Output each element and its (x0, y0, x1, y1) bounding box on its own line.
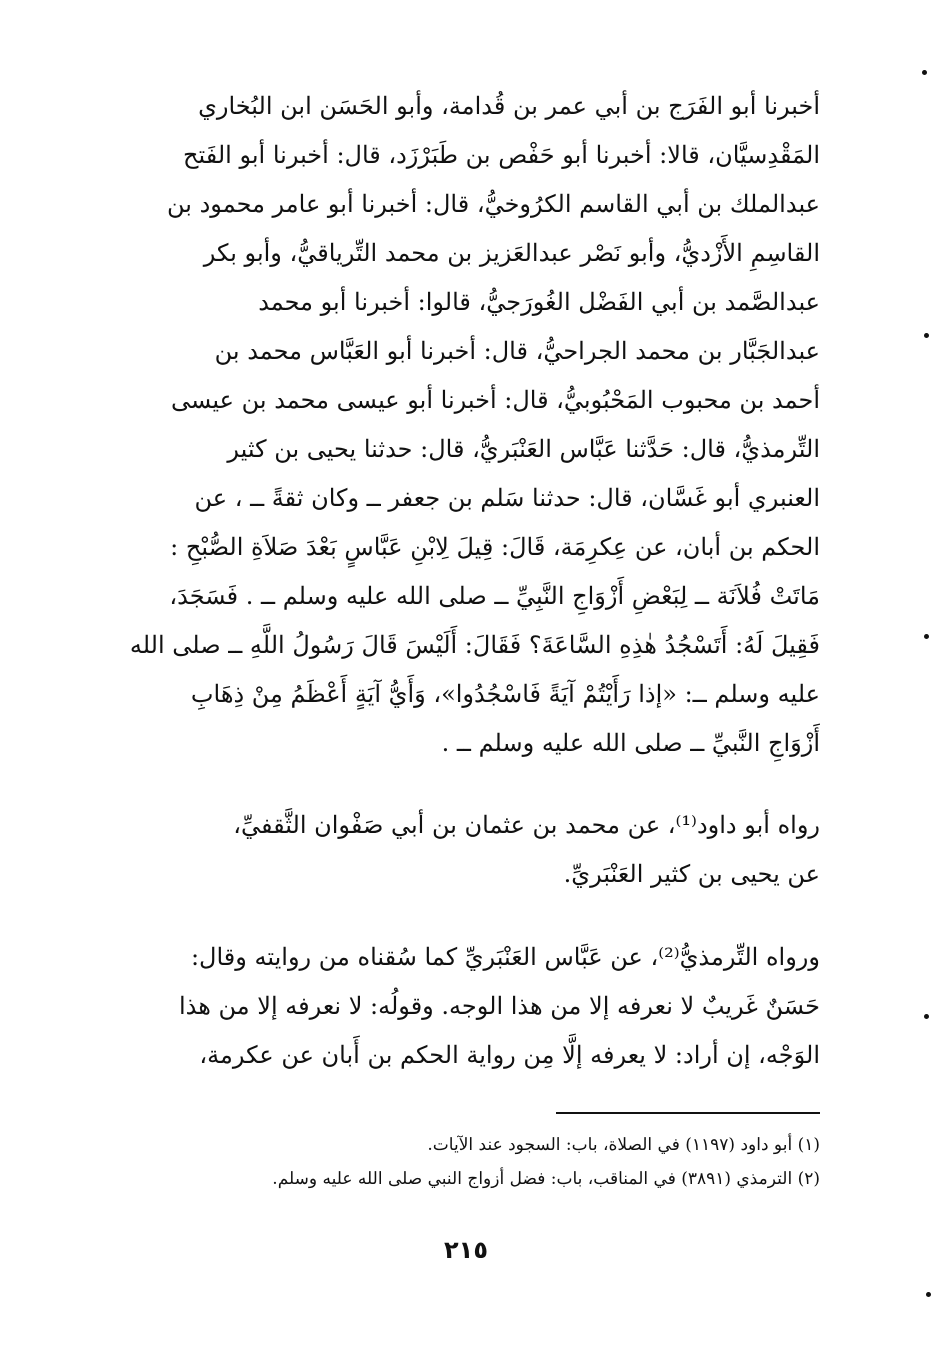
text-line: الحكم بن أبان، عن عِكرِمَة، قَالَ: قِيلَ لِابْنِ عَبَّاسٍ بَعْدَ صَلاَةِ الصُّبْحِ : (170, 533, 820, 561)
text-line: مَاتَتْ فُلاَنَة ــ لِبَعْضِ أَزْوَاجِ النَّبِيِّ ــ صلى الله عليه وسلم ــ . فَسَجَدَ، (169, 582, 820, 610)
page-number: ٢١٥ (444, 1236, 488, 1264)
text-line: المَقْدِسيَّان، قالا: أخبرنا أبو حَفْص بن طَبَرْزَد، قال: أخبرنا أبو الفَتح (182, 141, 820, 169)
text-line: عليه وسلم ــ: «إذا رَأَيْتُمْ آيَةً فَاسْجُدُوا»، وَأَيُّ آيَةٍ أَعْظَمُ مِنْ ذِهَابِ (190, 680, 820, 708)
scan-edge-mark (922, 70, 927, 75)
text-line: القاسِمِ الأَزْديُّ، وأبو نَصْر عبدالعَزيز بن محمد التِّرياقيُّ، وأبو بكر (203, 239, 820, 267)
text-line: حَسَنٌ غَريبٌ لا نعرفه إلا من هذا الوجه. وقولُه: لا نعرفه إلا من هذا (178, 992, 820, 1020)
footnote-2: (٢) الترمذي (٣٨٩١) في المناقب، باب: فضل أزواج النبي صلى الله عليه وسلم. (272, 1169, 820, 1189)
footnote-1: (١) أبو داود (١١٩٧) في الصلاة، باب: السجود عند الآيات. (427, 1135, 820, 1155)
text-line: عبدالملك بن أبي القاسم الكرُوخيُّ، قال: أخبرنا أبو عامر محمود بن (167, 190, 820, 218)
hadith-paragraph (114, 82, 820, 768)
text-line: عبدالصَّمد بن أبي الفَضْل الغُورَجيُّ، قالوا: أخبرنا أبو محمد (258, 288, 820, 316)
narration-paragraph-tirmidhi (114, 933, 820, 1080)
text-line: ورواه التِّرمذيُّ⁽²⁾، عن عَبَّاس العَنْبَريِّ كما سُقناه من روايته وقال: (190, 943, 820, 971)
scan-edge-mark (924, 634, 929, 639)
scan-edge-mark (926, 1292, 931, 1297)
narration-paragraph-abu-dawud (114, 801, 820, 899)
text-line: عبدالجَبَّار بن محمد الجراحيُّ، قال: أخبرنا أبو العَبَّاس محمد بن (214, 337, 820, 365)
text-line: أحمد بن محبوب المَحْبُوبيُّ، قال: أخبرنا أبو عيسى محمد بن عيسى (171, 386, 820, 414)
scan-edge-mark (924, 333, 929, 338)
footnotes (114, 1128, 820, 1196)
text-line: رواه أبو داود⁽¹⁾، عن محمد بن عثمان بن أبي صَفْوان الثَّقفيِّ، (233, 811, 820, 839)
text-line: أَزْوَاجِ النَّبيِّ ــ صلى الله عليه وسلم ــ . (441, 729, 820, 757)
footnote-separator (556, 1112, 820, 1114)
text-line: أخبرنا أبو الفَرَج بن أبي عمر بن قُدامة، وأبو الحَسَن ابن البُخاري (198, 92, 820, 120)
scan-edge-mark (924, 1014, 929, 1019)
text-line: العنبري أبو غَسَّان، قال: حدثنا سَلم بن جعفر ــ وكان ثقةً ــ ، عن (194, 484, 820, 512)
text-line: عن يحيى بن كثير العَنْبَريِّ. (563, 860, 820, 888)
text-line: التِّرمذيُّ، قال: حَدَّثنا عَبَّاس العَنْبَريُّ، قال: حدثنا يحيى بن كثير (227, 435, 820, 463)
text-line: الوَجْه، إن أراد: لا يعرفه إلَّا مِن رواية الحكم بن أَبان عن عكرمة، (199, 1041, 820, 1069)
text-line: فَقِيلَ لَهُ: أَتَسْجُدُ هٰذِهِ السَّاعَةَ؟ فَقَالَ: أَلَيْسَ قَالَ رَسُولُ اللَّهِ ــ صلى الله (129, 631, 820, 659)
